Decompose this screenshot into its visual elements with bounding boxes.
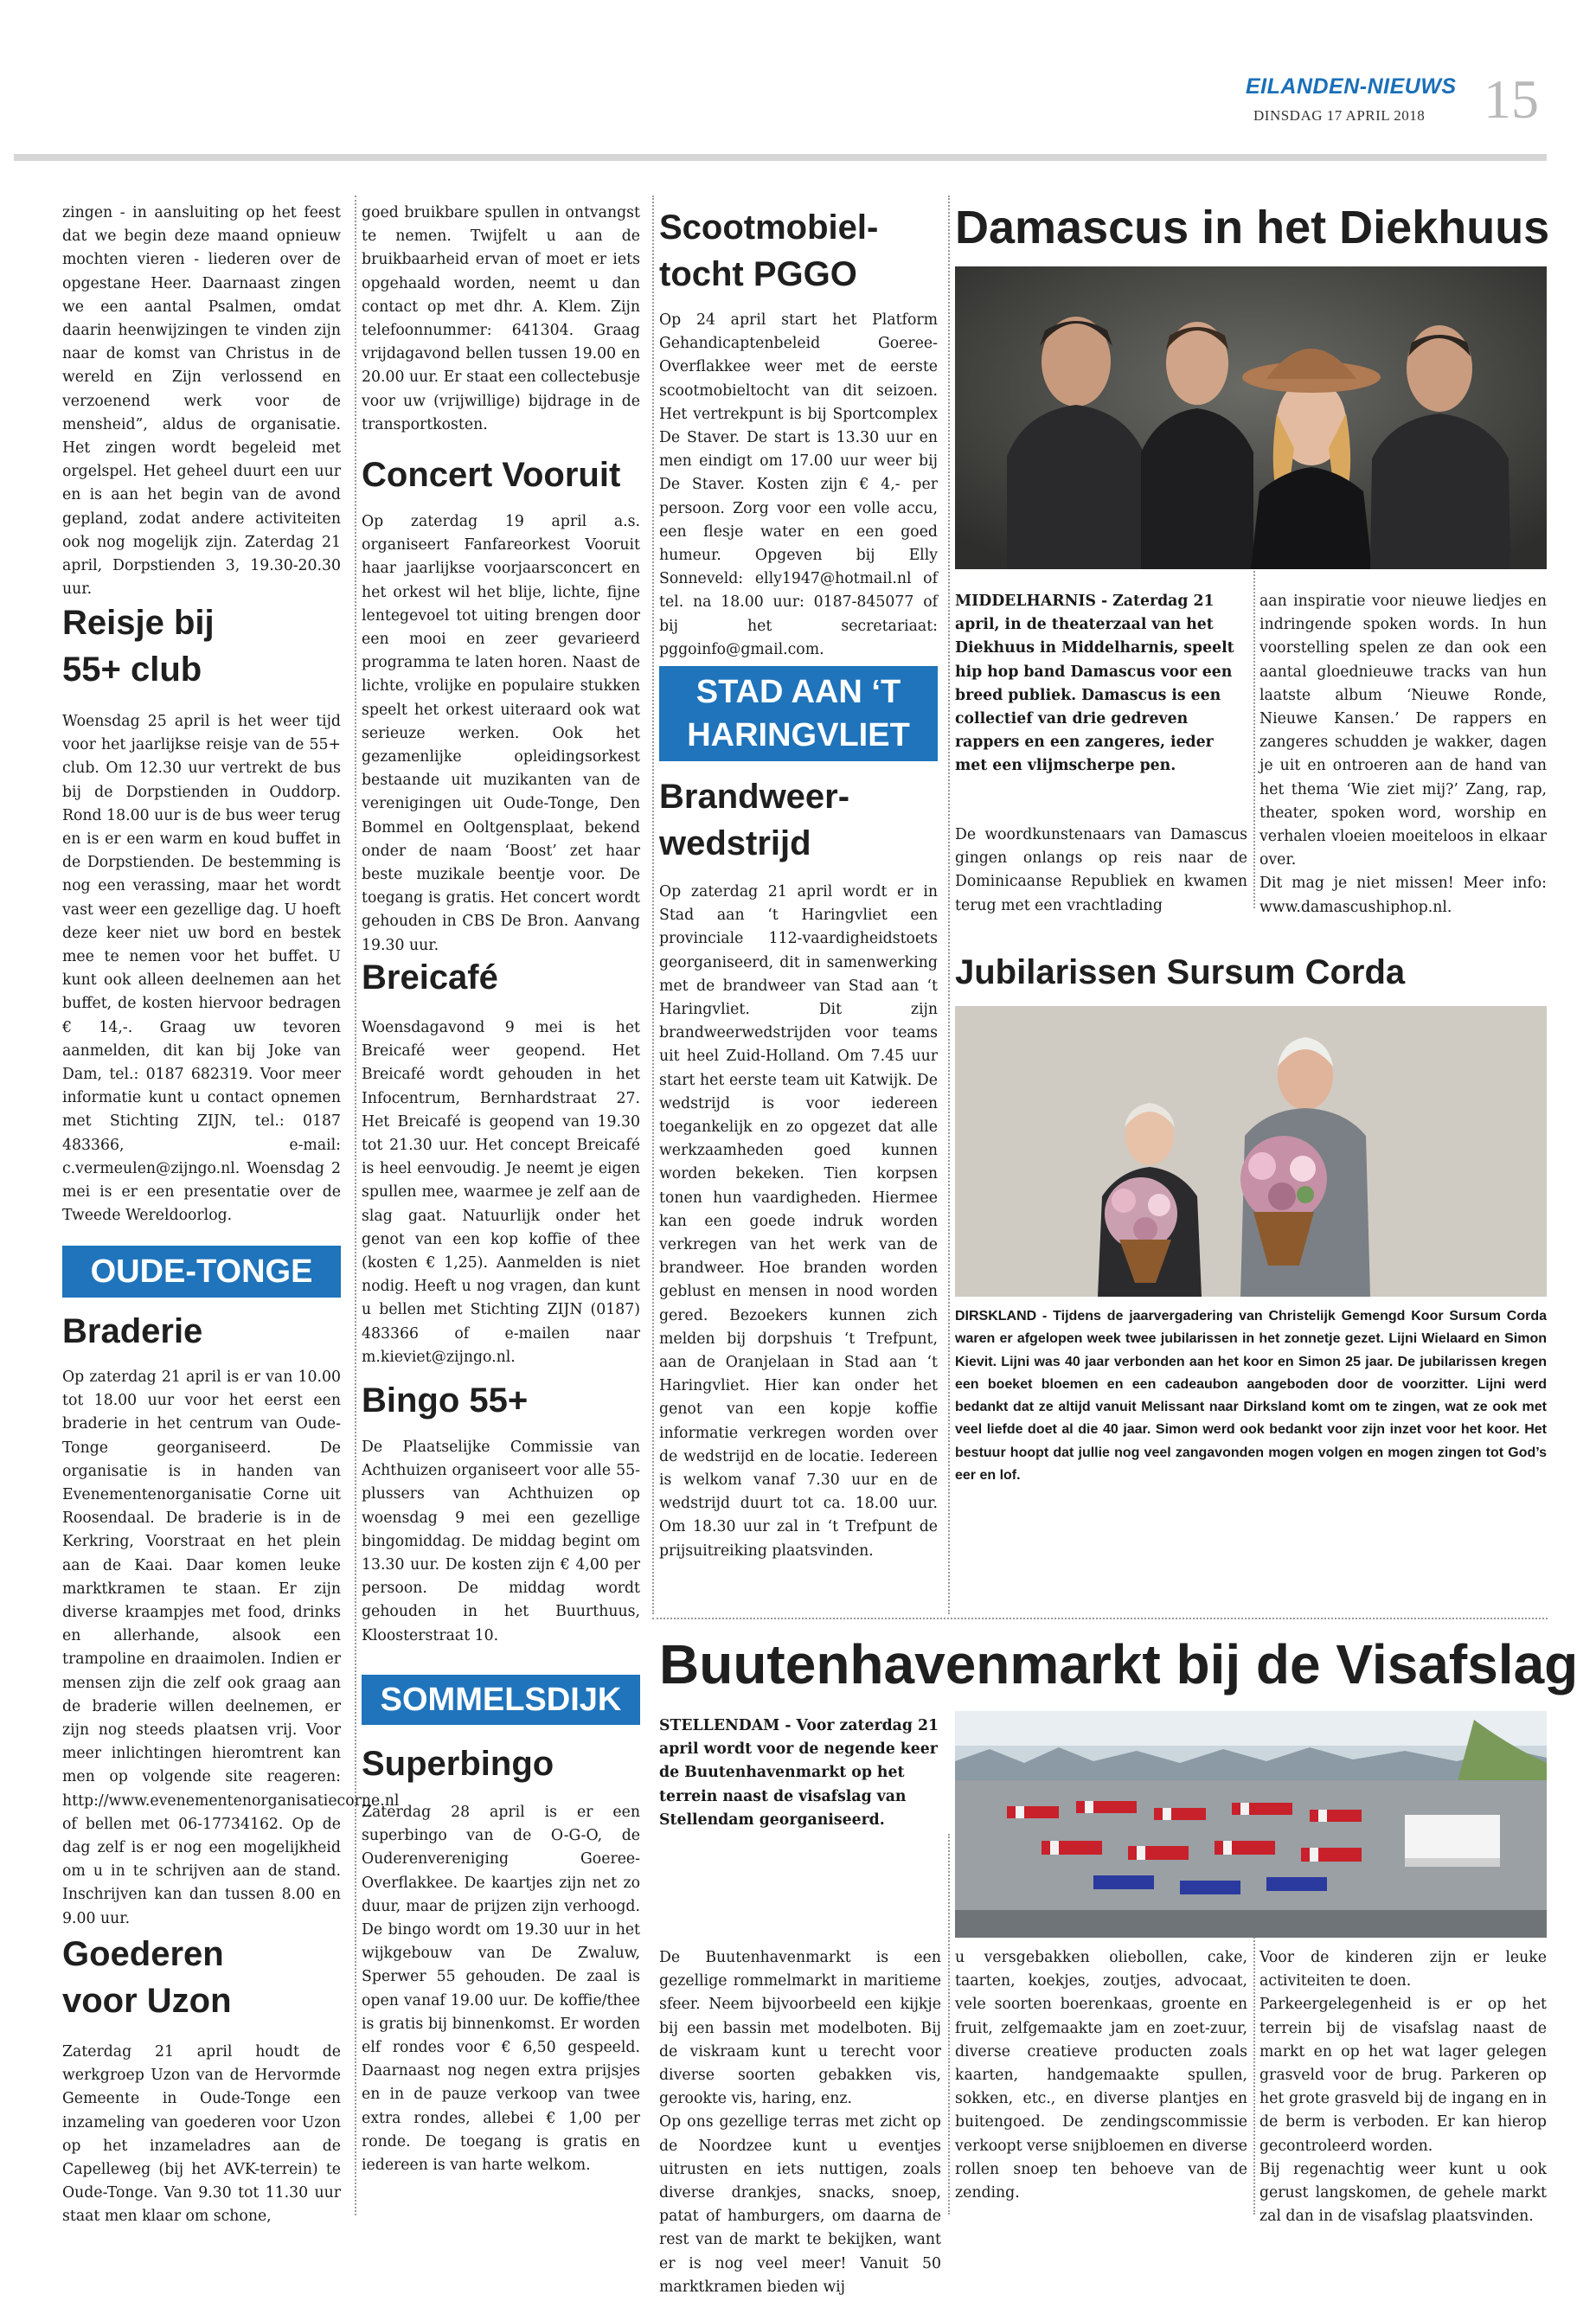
oude-tonge-section-band: OUDE-TONGE <box>62 1246 341 1298</box>
column-rule <box>652 195 654 1614</box>
issue-date: DINSDAG 17 APRIL 2018 <box>1253 107 1426 124</box>
article-continuation-text: zingen - in aansluiting op het feest dat we begin deze maand opnieuw mochten vieren - liederen over de opgestane Heer. Daarnaast zingen we een aantal Psalmen, omdat daarin heenwijzingen te vinden zijn naar de komst van Christus in de wereld en Zijn verlossend en verzoenend werk voor de mensheid”, aldus de organisatie. Het zingen wordt begeleid met orgelspel. Het geheel duurt een uur en is aan het begin van de avond gepland, zodat andere activiteiten ook nog mogelijk zijn. Zaterdag 21 april, Dorpstienden 3, 19.30-20.30 uur. <box>62 204 341 599</box>
superbingo-article-text: Zaterdag 28 april is er een superbingo van de O-G-O, de Ouderenvereniging Goeree-Overflakkee. De kaartjes zijn net zo duur, maar de prijzen zijn verhoogd. De bingo wordt om 19.30 uur in het wijkgebouw van De Zwaluw, Sperwer 55 gehouden. De zaal is open vanaf 19.00 uur. De koffie/thee is gratis bij binnenkomst. Er worden elf rondes voor € 6,50 gespeeld. Daarnaast nog negen extra prijsjes en in de pauze verkoop van twee extra rondes, allebei € 1,00 per ronde. De toegang is gratis en iedereen is van harte welkom. <box>362 1804 640 2175</box>
jubilarissen-photo-graphic <box>955 1006 1547 1297</box>
section-rule <box>652 1618 1548 1619</box>
jubilarissen-headline: Jubilarissen Sursum Corda <box>955 953 1406 991</box>
band-line1: STAD AAN ‘T <box>695 674 901 710</box>
stad-aan-t-haringvliet-section-band <box>659 666 938 761</box>
goederen-continuation-text: goed bruikbare spullen in ontvangst te nemen. Twijfelt u aan de bruikbaarheid ervan of moet er iets opgehaald worden, neemt u dan contact op met dhr. A. Klem. Zijn telefoonnummer: 641304. Graag vrijdagavond bellen tussen 19.00 en 20.00 uur. Er staat een collectebusje voor uw (vrijwillige) bijdrage in de transportkosten. <box>362 204 640 433</box>
scootmobiel-headline-line1: Scootmobiel- <box>659 208 879 247</box>
damascus-band-photo <box>955 266 1547 569</box>
buutenhaven-text-col1: De Buutenhavenmarkt is een gezellige rommelmarkt in maritieme sfeer. Neem bijvoorbeeld een kijkje bij een bassin met modelboten. Bij de viskraam kunt u terecht voor diverse soorten gebakken vis, gerookte vis, haring, enz. Op ons gezellige terras met zicht op de Noordzee kunt u eventjes uitrusten en iets nuttigen, zoals diverse drankjes, snacks, snoep, patat of hamburgers, om daarna de rest van de markt te bekijken, want er is nog veel meer! Vanuit 50 marktkramen bieden wij <box>659 1949 941 2296</box>
concert-headline: Concert Vooruit <box>362 456 621 494</box>
buutenhaven-market-photo-graphic <box>955 1711 1547 1938</box>
jubilarissen-caption: DIRSKLAND - Tijdens de jaarvergadering van Christelijk Gemengd Koor Sursum Corda waren er afgelopen week twee jubilarissen in het zonnetje gezet. Lijni Wielaard en Simon Kievit. Lijni was 40 jaar verbonden aan het koor en Simon 25 jaar. De jubilarissen kregen een boeket bloemen en een cadeaubon aangeboden door de voorzitter. Lijni werd bedankt dat ze altijd vanuit Melissant naar Dirksland komt om te zingen, wat ze ook met veel liefde doet al die 40 jaar. Simon werd ook bedankt voor zijn inzet voor het koor. Het bestuur hoopt dat jullie nog veel zangavonden mogen volgen en mogen zingen tot God’s eer en lof. <box>955 1309 1547 1484</box>
damascus-headline: Damascus in het Diekhuus <box>955 202 1550 253</box>
scootmobiel-article-text: Op 24 april start het Platform Gehandicaptenbeleid Goeree-Overflakkee weer met de eerste scootmobieltocht van dit seizoen. Het vertrekpunt is bij Sportcomplex De Staver. De start is 13.30 uur en men eindigt om 17.00 uur weer bij De Staver. Kosten zijn € 4,- per persoon. Zorg voor een volle accu, een flesje water en een goed humeur. Opgeven bij Elly Sonneveld: elly1947@hotmail.nl of tel. na 18.00 uur: 0187-845077 of bij het secretariaat: pggoinfo@gmail.com. <box>659 311 938 658</box>
damascus-article-text-left: De woordkunstenaars van Damascus gingen onlangs op reis naar de Dominicaanse Republiek en kwamen terug met een vrachtlading <box>955 826 1247 914</box>
breicafe-headline: Breicafé <box>362 958 498 997</box>
reisje-headline-line2: 55+ club <box>62 651 202 689</box>
column-rule <box>948 1834 950 2214</box>
reisje-headline-line1: Reisje bij <box>62 604 215 642</box>
brandweer-headline-line1: Brandweer- <box>659 778 850 816</box>
damascus-article-text-right: aan inspiratie voor nieuwe liedjes en indringende spoken words. In hun voorstelling spelen ze dan ook een aantal gloednieuwe tracks van hun laatste album ‘Nieuwe Ronde, Nieuwe Kansen.’ De rappers en zangeres schudden je wakker, dagen je uit en ontroeren aan de hand van het thema ‘Wie ziet mij?’ Zang, rap, theater, spoken word, worship en verhalen vloeien moeiteloos in elkaar over. Dit mag je niet missen! Meer info: www.damascushiphop.nl. <box>1259 593 1547 916</box>
brandweer-article-text: Op zaterdag 21 april wordt er in Stad aan ‘t Haringvliet een provinciale 112-vaardigheidstoets georganiseerd, dit in samenwerking met de brandweer van Stad aan ‘t Haringvliet. Dit zijn brandweerwedstrijden voor teams uit heel Zuid-Holland. Om 7.45 uur start het eerste team uit Katwijk. De wedstrijd is voor iedereen toegankelijk en zo opgezet dat alle werkzaamheden goed kunnen worden bekeken. Tien korpsen tonen hun vaardigheden. Hiermee kan een goede indruk worden verkregen van het werk van de brandweer. Hoe branden worden geblust en mensen in nood worden gered. Bezoekers kunnen zich melden bij dorpshuis ‘t Trefpunt, aan de Oranjelaan in Stad aan ‘t Haringvliet. Hier kan onder het genot van een kopje koffie informatie verkregen worden over de wedstrijd en de locatie. Iedereen is welkom vanaf 7.30 uur en de wedstrijd duurt tot ca. 18.00 uur. Om 18.30 uur zal in ‘t Trefpunt de prijsuitreiking plaatsvinden. <box>659 883 938 1560</box>
goederen-headline-line1: Goederen <box>62 1935 224 1973</box>
scootmobiel-headline <box>659 204 938 298</box>
damascus-band-photo-graphic <box>955 266 1547 569</box>
brandweer-headline <box>659 773 938 867</box>
concert-article-text: Op zaterdag 19 april a.s. organiseert Fanfareorkest Vooruit haar jaarlijkse voorjaarsconcert en het orkest wil het blije, lichte, fijne lentegevoel tot uiting brengen door een mooi en zeer gevarieerd programma te laten horen. Naast de lichte, vrolijke en populaire stukken speelt het orkest uiteraard ook wat serieuze werken. Ook het gezamenlijke opleidingsorkest bestaande uit muzikanten van de verenigingen uit Oude-Tonge, Den Bommel en Ooltgensplaat, bekend onder de naam ‘Boost’ zet haar beste muzikale beentje voor. De toegang is gratis. Het concert wordt gehouden in CBS De Bron. Aanvang 19.30 uur. <box>362 513 640 954</box>
goederen-headline-line2: voor Uzon <box>62 1982 232 2020</box>
jubilarissen-photo <box>955 1006 1547 1297</box>
buutenhaven-headline: Buutenhavenmarkt bij de Visafslag <box>659 1633 1579 1695</box>
top-divider <box>14 154 1547 161</box>
band-line2: HARINGVLIET <box>687 717 910 753</box>
goederen-headline <box>62 1931 341 2024</box>
column-rule <box>355 195 356 2215</box>
buutenhaven-market-photo <box>955 1711 1547 1938</box>
sommelsdijk-section-band: SOMMELSDIJK <box>362 1675 640 1725</box>
damascus-lead-text: MIDDELHARNIS - Zaterdag 21 april, in de theaterzaal van het Diekhuus in Middelharnis, speelt hip hop band Damascus voor een breed publiek. Damascus is een collectief van drie gedreven rappers en een zangeres, ieder met een vlijmscherpe pen. <box>955 593 1234 775</box>
breicafe-article-text: Woensdagavond 9 mei is het Breicafé weer geopend. Het Breicafé wordt gehouden in het Infocentrum, Bernhardstraat 27. Het Breicafé is geopend van 19.30 tot 21.30 uur. Het concept Breicafé is heel eenvoudig. Je neemt je eigen spullen mee, waarmee je zelf aan de slag gaat. Natuurlijk onder het genot van een kop koffie of thee (kosten € 1,25). Aanmelden is niet nodig. Heeft u nog vragen, dan kunt u bellen met Stichting ZIJN (0187) 483366 of e-mailen naar m.kieviet@zijngo.nl. <box>362 1019 640 1366</box>
column-rule <box>1253 571 1255 908</box>
superbingo-headline: Superbingo <box>362 1745 554 1783</box>
column-rule <box>948 195 950 1614</box>
braderie-headline: Braderie <box>62 1312 203 1350</box>
reisje-article-text: Woensdag 25 april is het weer tijd voor het jaarlijkse reisje van de 55+ club. Om 12.30 uur vertrekt de bus bij de Dorpstienden in Ouddorp. Rond 18.00 uur is de bus weer terug en is er een warm en koud buffet in de Dorpstienden. De bestemming is nog een verassing, maar het wordt vast weer een gezellige dag. U hoeft deze keer niet uw bord en bestek mee te nemen voor het buffet. U kunt ook alleen deelnemen aan het buffet, de kosten hiervoor bedragen € 14,-. Graag uw tevoren aanmelden, dit kan bij Joke van Dam, tel.: 0187 682319. Voor meer informatie kunt u contact opnemen met Stichting ZIJN, tel.: 0187 483366, e-mail: c.vermeulen@zijngo.nl. Woensdag 2 mei is er een presentatie over de Tweede Wereldoorlog. <box>62 713 341 1225</box>
bingo-article-text: De Plaatselijke Commissie van Achthuizen organiseert voor alle 55-plussers van Achthuizen op woensdag 9 mei een gezellige bingomiddag. De middag begint om 13.30 uur. De kosten zijn € 4,00 per persoon. De middag wordt gehouden in het Buurthuus, Kloosterstraat 10. <box>362 1439 640 1644</box>
page-number: 15 <box>1484 68 1539 130</box>
bingo-headline: Bingo 55+ <box>362 1381 529 1420</box>
braderie-article-text: Op zaterdag 21 april is er van 10.00 tot 18.00 uur voor het eerst een braderie in het centrum van Oude-Tonge georganiseerd. De organisatie is in handen van Evenementenorganisatie Corne uit Roosendaal. De braderie is in de Kerkring, Voorstraat en het plein aan de Kaai. Daar komen leuke marktkramen te staan. Er zijn diverse kraampjes met food, drinks en allerhande, alsook een trampoline en draaimolen. Indien er mensen zijn die zelf ook graag aan de braderie willen deelnemen, er zijn nog steeds plaatsen vrij. Voor meer inlichtingen hieromtrent kan men op volgende site reageren: http://www.evenementenorganisatiecorne.nl of bellen met 06-17734162. Op de dag zelf is er nog een mogelijkheid om u in te schrijven aan de stand. Inschrijven kan dan tussen 8.00 en 9.00 uur. <box>62 1368 400 1927</box>
reisje-headline <box>62 599 341 693</box>
brandweer-headline-line2: wedstrijd <box>659 824 811 862</box>
buutenhaven-text-col3: Voor de kinderen zijn er leuke activiteiten te doen. Parkeergelegenheid is er op het terrein bij de visafslag naast de markt en op het wat lager gelegen grasveld voor de brug. Parkeren op het grote grasveld bij de ingang en in de berm is verboden. Er kan hierop gecontroleerd worden. Bij regenachtig weer kunt u ook gerust langskomen, de gehele markt zal dan in de visafslag plaatsvinden. <box>1259 1949 1547 2226</box>
newspaper-brand: EILANDEN-NIEUWS <box>1246 74 1457 99</box>
goederen-article-text: Zaterdag 21 april houdt de werkgroep Uzon van de Hervormde Gemeente in Oude-Tonge een inzameling van goederen voor Uzon op het inzameladres aan de Capelleweg (bij het AVK-terrein) te Oude-Tonge. Van 9.30 tot 11.30 uur staat men klaar om schone, <box>62 2043 341 2226</box>
scootmobiel-headline-line2: tocht PGGO <box>659 255 857 293</box>
buutenhaven-lead-text: STELLENDAM - Voor zaterdag 21 april wordt voor de negende keer de Buutenhavenmarkt op het terrein naast de visafslag van Stellendam georganiseerd. <box>659 1717 939 1829</box>
buutenhaven-text-col2: u versgebakken oliebollen, cake, taarten, koekjes, zoutjes, advocaat, vele soorten boerenkaas, groente en fruit, zelfgemaakte jam en zoet-zuur, diverse creatieve producten zoals kaarten, handgemaakte spullen, sokken, etc., en diverse plantjes en buitengoed. De zendingscommissie verkoopt verse snijbloemen en diverse rollen snoep ten behoeve van de zending. <box>955 1949 1247 2202</box>
